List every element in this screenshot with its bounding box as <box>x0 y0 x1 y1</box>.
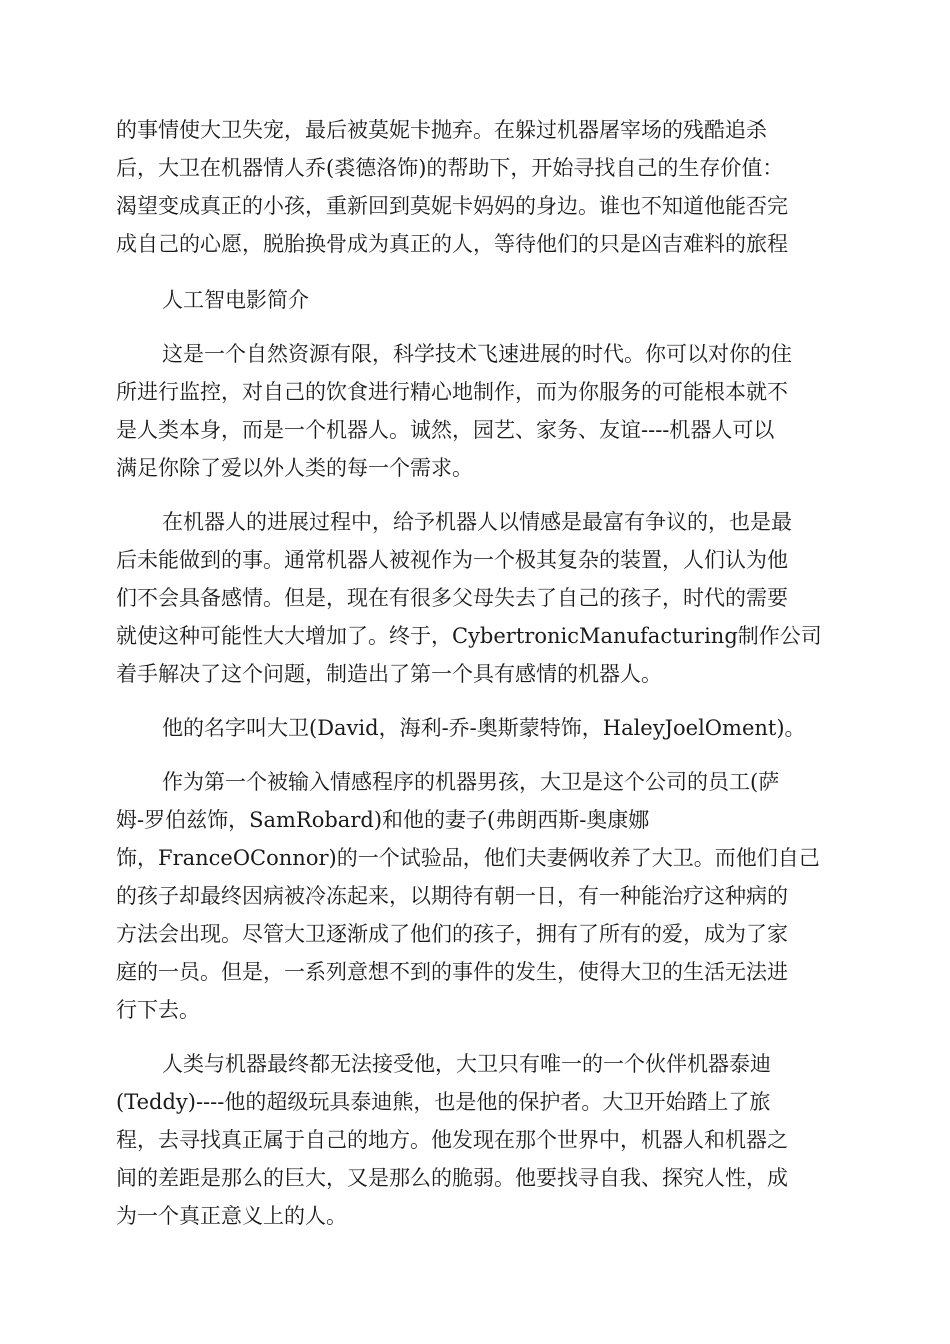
paragraph-line: 程，去寻找真正属于自己的地方。他发现在那个世界中，机器人和机器之 <box>116 1128 788 1152</box>
paragraph-line: 饰，FranceOConnor)的一个试验品，他们夫妻俩收养了大卫。而他们自己 <box>116 846 820 870</box>
paragraph-line: (Teddy)----他的超级玩具泰迪熊，也是他的保护者。大卫开始踏上了旅 <box>116 1090 771 1114</box>
paragraph-line: 满足你除了爱以外人类的每一个需求。 <box>116 456 473 480</box>
paragraph-line: 姆-罗伯兹饰，SamRobard)和他的妻子(弗朗西斯-奥康娜 <box>116 808 650 832</box>
paragraph-line: 就使这种可能性大大增加了。终于，CybertronicManufacturing制作公司 <box>116 624 822 648</box>
paragraph-line: 是人类本身，而是一个机器人。诚然，园艺、家务、友谊----机器人可以 <box>116 418 775 442</box>
paragraph-line: 在机器人的进展过程中，给予机器人以情感是最富有争议的，也是最 <box>162 510 792 534</box>
paragraph-line: 这是一个自然资源有限，科学技术飞速进展的时代。你可以对你的住 <box>162 342 792 366</box>
paragraph-line: 成自己的心愿，脱胎换骨成为真正的人，等待他们的只是凶吉难料的旅程 <box>116 232 788 256</box>
paragraph-line: 庭的一员。但是，一系列意想不到的事件的发生，使得大卫的生活无法进 <box>116 960 788 984</box>
paragraph-line: 方法会出现。尽管大卫逐渐成了他们的孩子，拥有了所有的爱，成为了家 <box>116 922 788 946</box>
paragraph-line: 间的差距是那么的巨大，又是那么的脆弱。他要找寻自我、探究人性，成 <box>116 1166 788 1190</box>
paragraph-line: 着手解决了这个问题，制造出了第一个具有感情的机器人。 <box>116 662 662 686</box>
paragraph-line: 后未能做到的事。通常机器人被视作为一个极其复杂的装置，人们认为他 <box>116 548 788 572</box>
section-heading: 人工智电影简介 <box>162 288 309 312</box>
paragraph-line: 行下去。 <box>116 998 200 1022</box>
paragraph-line: 的孩子却最终因病被冷冻起来，以期待有朝一日，有一种能治疗这种病的 <box>116 884 788 908</box>
paragraph-line: 作为第一个被输入情感程序的机器男孩，大卫是这个公司的员工(萨 <box>162 770 780 794</box>
paragraph-line: 渴望变成真正的小孩，重新回到莫妮卡妈妈的身边。谁也不知道他能否完 <box>116 194 788 218</box>
paragraph-line: 人类与机器最终都无法接受他，大卫只有唯一的一个伙伴机器泰迪 <box>162 1052 771 1076</box>
paragraph-line: 为一个真正意义上的人。 <box>116 1204 347 1228</box>
paragraph-line: 所进行监控，对自己的饮食进行精心地制作，而为你服务的可能根本就不 <box>116 380 788 404</box>
paragraph-line: 们不会具备感情。但是，现在有很多父母失去了自己的孩子，时代的需要 <box>116 586 788 610</box>
paragraph-line: 他的名字叫大卫(David，海利-乔-奥斯蒙特饰，HaleyJoelOment)。 <box>162 716 806 740</box>
paragraph-line: 后，大卫在机器情人乔(裘德洛饰)的帮助下，开始寻找自己的生存价值： <box>116 156 784 180</box>
paragraph-line: 的事情使大卫失宠，最后被莫妮卡抛弃。在躲过机器屠宰场的残酷追杀 <box>116 118 767 142</box>
